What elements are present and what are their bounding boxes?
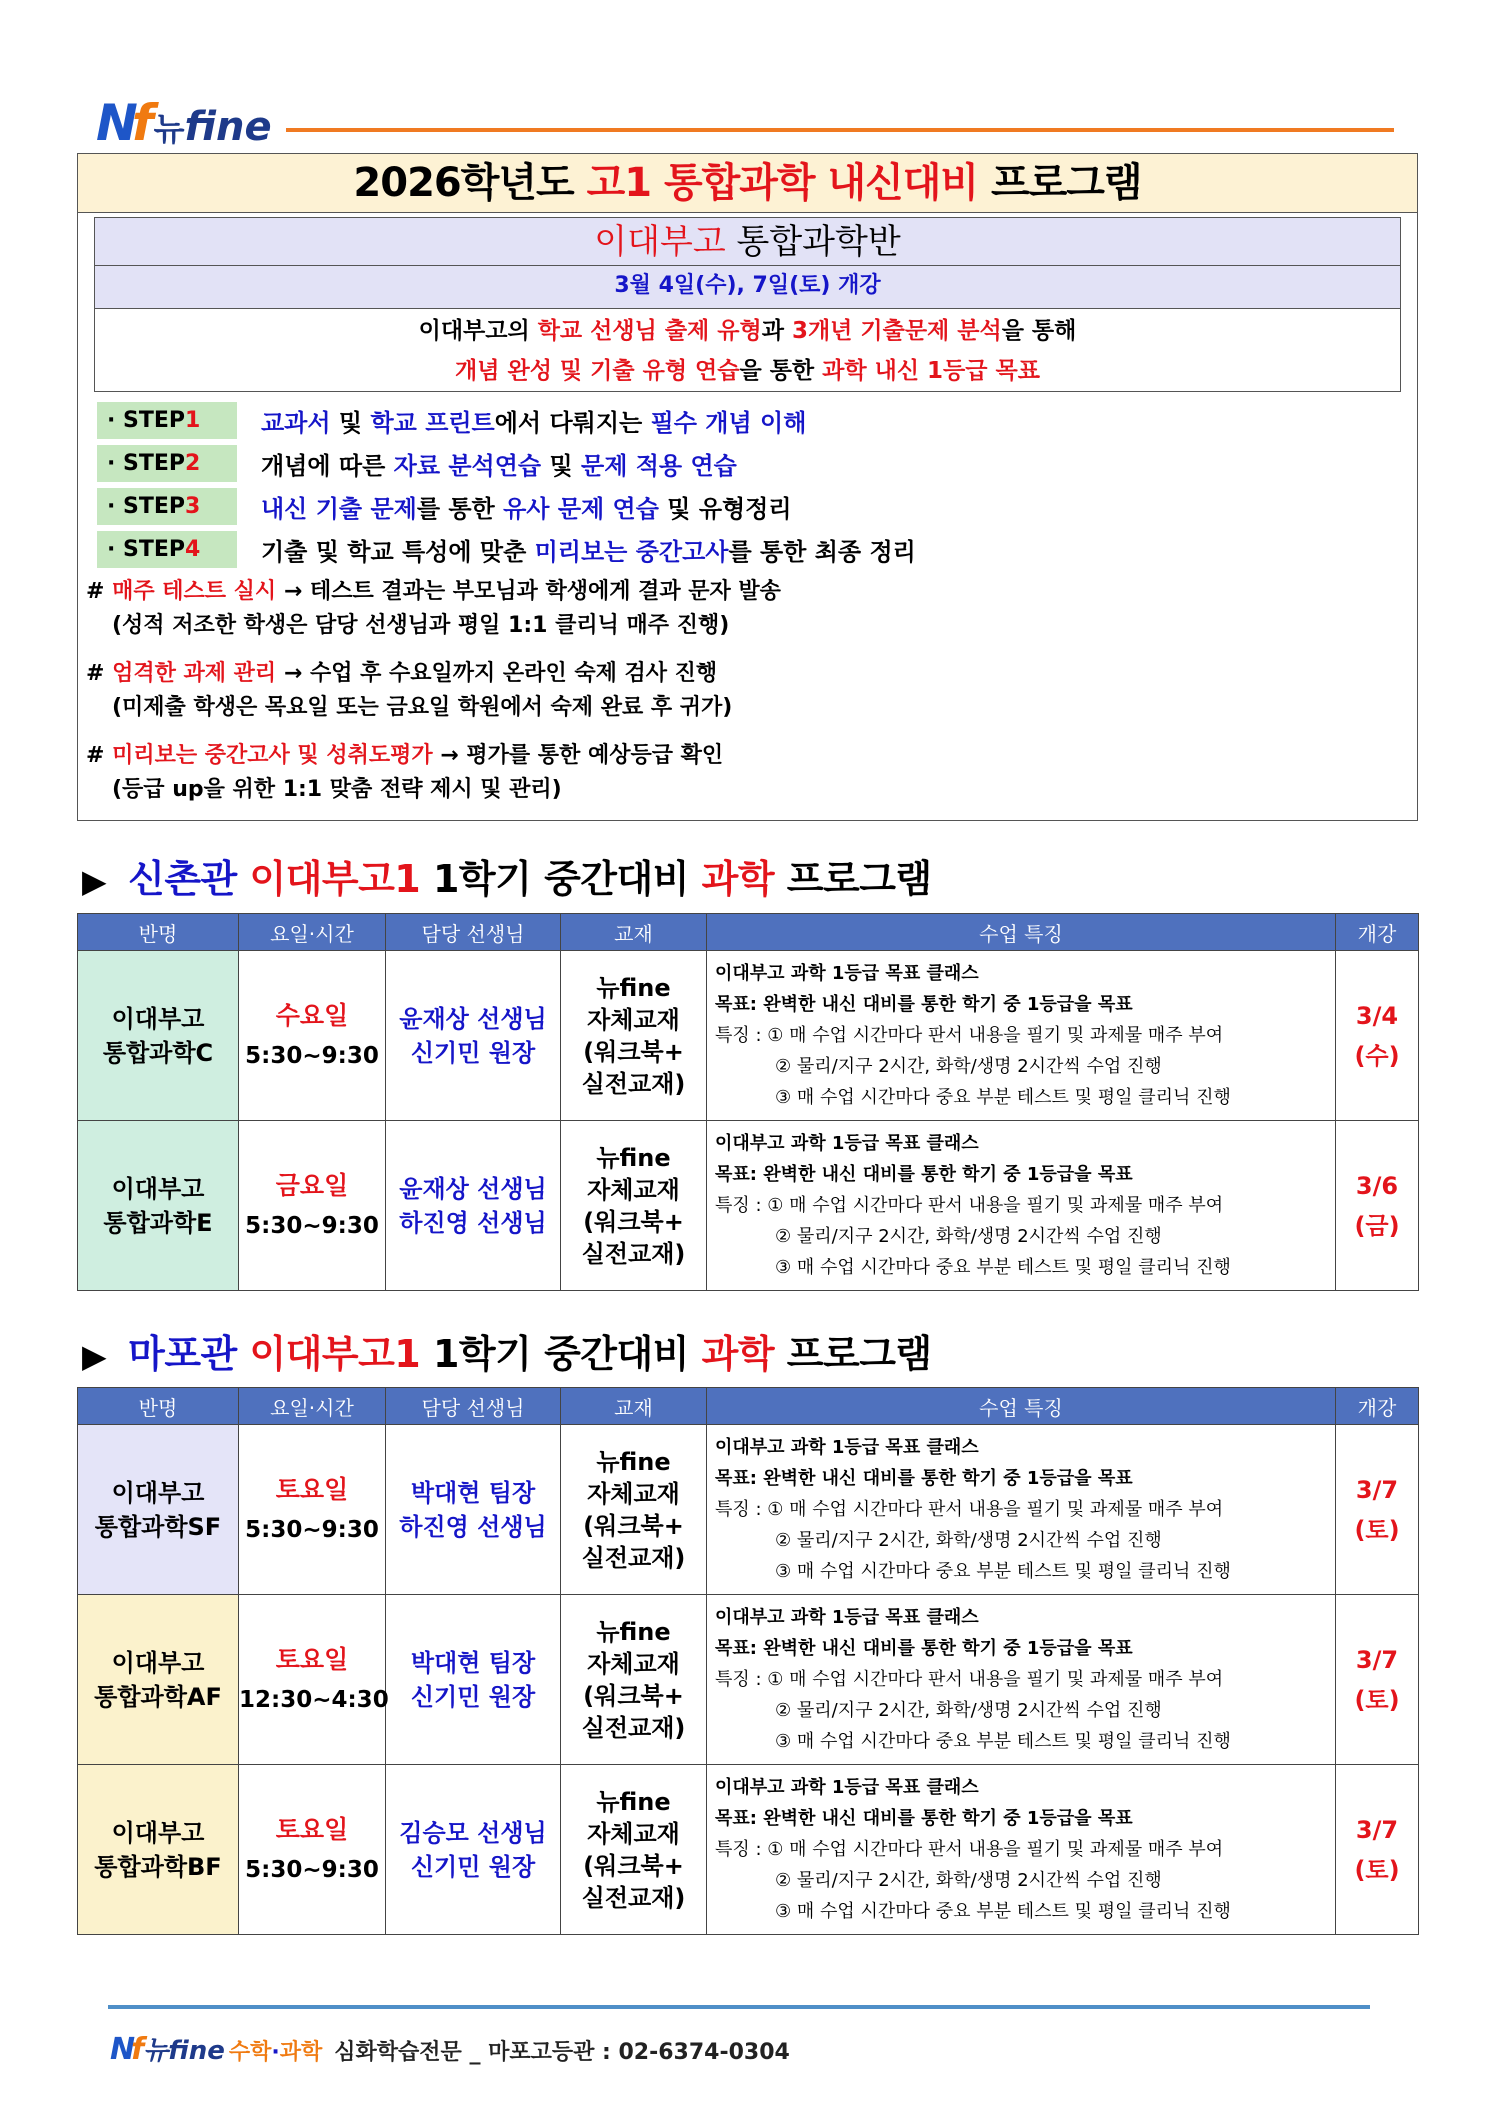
class-book: 뉴fine 자체교재 (워크북+ 실전교재)	[561, 1425, 707, 1595]
open-date: 3월 4일(수), 7일(토) 개강	[614, 273, 881, 298]
brand-logo	[96, 94, 272, 152]
step-item	[97, 402, 1397, 439]
step-text: 교과서 및 학교 프린트에서 다뤄지는 필수 개념 이해	[261, 409, 807, 437]
class-book: 뉴fine 자체교재 (워크북+ 실전교재)	[561, 1595, 707, 1765]
footer-divider	[108, 2005, 1370, 2009]
class-time: 토요일 12:30~4:30	[239, 1595, 386, 1765]
class-name: 이대부고 통합과학BF	[78, 1765, 239, 1935]
table-header-row	[78, 914, 1419, 951]
header-time: 요일·시간	[239, 1388, 386, 1425]
class-name: 이대부고 통합과학AF	[78, 1595, 239, 1765]
header-features: 수업 특징	[707, 1388, 1336, 1425]
footer-logo-mark: Nf	[110, 2032, 141, 2067]
class-book: 뉴fine 자체교재 (워크북+ 실전교재)	[561, 951, 707, 1121]
class-open-date: 3/7 (토)	[1336, 1595, 1419, 1765]
class-open-date: 3/7 (토)	[1336, 1765, 1419, 1935]
note-list	[86, 574, 1406, 820]
table-row	[78, 1425, 1419, 1595]
class-name: 이대부고 통합과학SF	[78, 1425, 239, 1595]
header-divider	[286, 128, 1394, 132]
header-open: 개강	[1336, 914, 1419, 951]
school-class-name: 이대부고 통합과학반	[95, 218, 1400, 266]
step-item	[97, 445, 1397, 482]
section-heading-mapo: ▶ 마포관 이대부고1 1학기 중간대비 과학 프로그램	[82, 1332, 932, 1376]
note-item: # 매주 테스트 실시 → 테스트 결과는 부모님과 학생에게 결과 문자 발송 (성적 저조한 학생은 담당 선생님과 평일 1:1 클리닉 매주 진행)	[86, 579, 781, 638]
class-open-date: 3/7 (토)	[1336, 1425, 1419, 1595]
header-time: 요일·시간	[239, 914, 386, 951]
class-name: 이대부고 통합과학E	[78, 1121, 239, 1291]
step-item	[97, 488, 1397, 525]
schedule-table-mapo	[77, 1387, 1419, 1935]
header-book: 교재	[561, 1388, 707, 1425]
table-header-row	[78, 1388, 1419, 1425]
class-teachers: 윤재상 선생님 하진영 선생님	[386, 1121, 561, 1291]
section-heading-sinchon: ▶ 신촌관 이대부고1 1학기 중간대비 과학 프로그램	[82, 857, 932, 901]
schedule-table-sinchon	[77, 913, 1419, 1291]
table-row	[78, 1595, 1419, 1765]
header-class: 반명	[78, 914, 239, 951]
class-teachers: 박대현 팀장 하진영 선생님	[386, 1425, 561, 1595]
header-teacher: 담당 선생님	[386, 1388, 561, 1425]
table-row	[78, 1121, 1419, 1291]
footer	[110, 2030, 790, 2067]
step-text: 기출 및 학교 특성에 맞춘 미리보는 중간고사를 통한 최종 정리	[261, 538, 916, 566]
logo-mark: Nf	[96, 94, 148, 152]
class-book: 뉴fine 자체교재 (워크북+ 실전교재)	[561, 1121, 707, 1291]
logo-nu: 뉴	[153, 110, 185, 148]
header-teacher: 담당 선생님	[386, 914, 561, 951]
note-item: # 미리보는 중간고사 및 성취도평가 → 평가를 통한 예상등급 확인 (등급 up을 위한 1:1 맞춤 전략 제시 및 관리)	[86, 743, 724, 802]
description-line-1: 이대부고의 학교 선생님 출제 유형과 3개년 기출문제 분석을 통해	[418, 318, 1077, 344]
class-teachers: 김승모 선생님 신기민 원장	[386, 1765, 561, 1935]
footer-logo-text: 뉴fine	[143, 2036, 225, 2066]
step-label: · STEP1	[97, 402, 237, 439]
header-class: 반명	[78, 1388, 239, 1425]
class-time: 금요일 5:30~9:30	[239, 1121, 386, 1291]
description-line-2: 개념 완성 및 기출 유형 연습을 통한 과학 내신 1등급 목표	[455, 358, 1040, 384]
class-features: 이대부고 과학 1등급 목표 클래스 목표: 완벽한 내신 대비를 통한 학기 중 1등급을 목표 특징 : ① 매 수업 시간마다 판서 내용을 필기 및 과제물 매주 부여 ② 물리/지구 2시간, 화학/생명 2시간씩 수업 진행 ③ 매 수업 시간마다 중요 부분 테스트 및 평일 클리닉 진행	[707, 951, 1336, 1121]
class-features: 이대부고 과학 1등급 목표 클래스 목표: 완벽한 내신 대비를 통한 학기 중 1등급을 목표 특징 : ① 매 수업 시간마다 판서 내용을 필기 및 과제물 매주 부여 ② 물리/지구 2시간, 화학/생명 2시간씩 수업 진행 ③ 매 수업 시간마다 중요 부분 테스트 및 평일 클리닉 진행	[707, 1425, 1336, 1595]
class-book: 뉴fine 자체교재 (워크북+ 실전교재)	[561, 1765, 707, 1935]
page-title: 2026학년도 고1 통합과학 내신대비 프로그램	[78, 154, 1417, 213]
footer-contact: 심화학습전문 _ 마포고등관 : 02-6374-0304	[334, 2040, 790, 2065]
step-text: 내신 기출 문제를 통한 유사 문제 연습 및 유형정리	[261, 495, 792, 523]
step-label: · STEP4	[97, 531, 237, 568]
logo-fine: fine	[184, 104, 272, 150]
table-row	[78, 951, 1419, 1121]
step-item	[97, 531, 1397, 568]
class-teachers: 박대현 팀장 신기민 원장	[386, 1595, 561, 1765]
class-time: 토요일 5:30~9:30	[239, 1425, 386, 1595]
step-text: 개념에 따른 자료 분석연습 및 문제 적용 연습	[261, 452, 737, 480]
header-features: 수업 특징	[707, 914, 1336, 951]
class-time: 수요일 5:30~9:30	[239, 951, 386, 1121]
class-open-date: 3/6 (금)	[1336, 1121, 1419, 1291]
header-book: 교재	[561, 914, 707, 951]
footer-subjects: 수학·과학	[228, 2040, 323, 2065]
class-teachers: 윤재상 선생님 신기민 원장	[386, 951, 561, 1121]
header-open: 개강	[1336, 1388, 1419, 1425]
class-name: 이대부고 통합과학C	[78, 951, 239, 1121]
step-label: · STEP3	[97, 488, 237, 525]
table-row	[78, 1765, 1419, 1935]
note-item: # 엄격한 과제 관리 → 수업 후 수요일까지 온라인 숙제 검사 진행 (미제출 학생은 목요일 또는 금요일 학원에서 숙제 완료 후 귀가)	[86, 661, 733, 720]
class-open-date: 3/4 (수)	[1336, 951, 1419, 1121]
class-features: 이대부고 과학 1등급 목표 클래스 목표: 완벽한 내신 대비를 통한 학기 중 1등급을 목표 특징 : ① 매 수업 시간마다 판서 내용을 필기 및 과제물 매주 부여 ② 물리/지구 2시간, 화학/생명 2시간씩 수업 진행 ③ 매 수업 시간마다 중요 부분 테스트 및 평일 클리닉 진행	[707, 1595, 1336, 1765]
class-features: 이대부고 과학 1등급 목표 클래스 목표: 완벽한 내신 대비를 통한 학기 중 1등급을 목표 특징 : ① 매 수업 시간마다 판서 내용을 필기 및 과제물 매주 부여 ② 물리/지구 2시간, 화학/생명 2시간씩 수업 진행 ③ 매 수업 시간마다 중요 부분 테스트 및 평일 클리닉 진행	[707, 1121, 1336, 1291]
step-list	[97, 402, 1397, 574]
step-label: · STEP2	[97, 445, 237, 482]
program-description	[94, 309, 1401, 392]
school-class-box	[94, 217, 1401, 309]
class-features: 이대부고 과학 1등급 목표 클래스 목표: 완벽한 내신 대비를 통한 학기 중 1등급을 목표 특징 : ① 매 수업 시간마다 판서 내용을 필기 및 과제물 매주 부여 ② 물리/지구 2시간, 화학/생명 2시간씩 수업 진행 ③ 매 수업 시간마다 중요 부분 테스트 및 평일 클리닉 진행	[707, 1765, 1336, 1935]
class-time: 토요일 5:30~9:30	[239, 1765, 386, 1935]
program-summary-box	[77, 153, 1418, 821]
